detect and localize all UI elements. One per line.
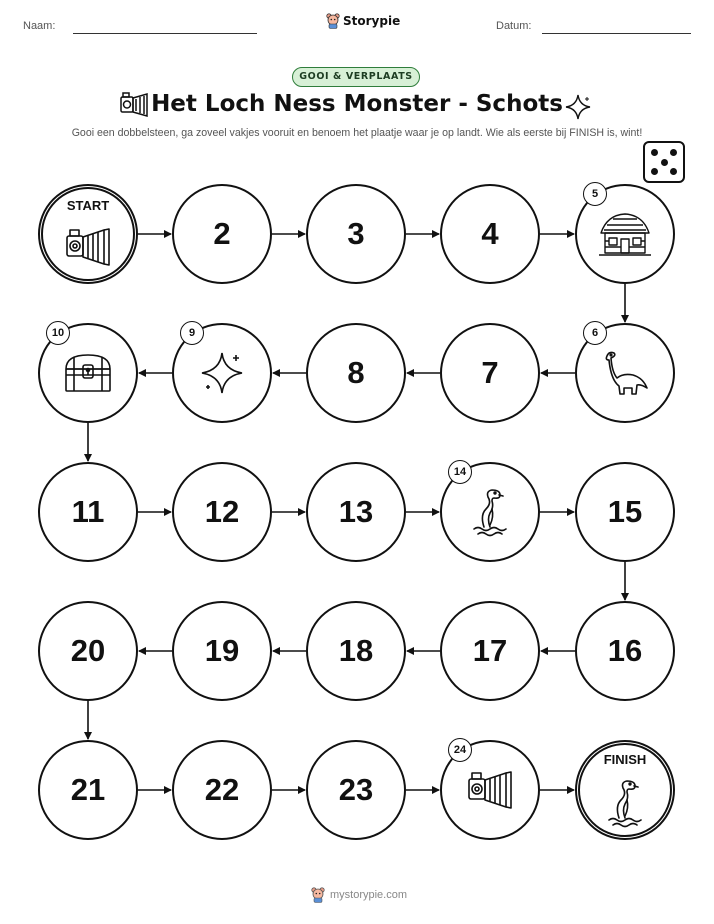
start-space[interactable] bbox=[38, 184, 138, 284]
page-title: Het Loch Ness Monster - Schots bbox=[151, 91, 563, 117]
space-number: 17 bbox=[472, 633, 508, 668]
footer bbox=[311, 887, 407, 903]
board-space-21[interactable] bbox=[38, 740, 138, 840]
sparkle-icon bbox=[198, 349, 246, 401]
treasure-chest-icon bbox=[62, 351, 114, 399]
board-space-13[interactable] bbox=[306, 462, 406, 562]
board-space-2[interactable] bbox=[172, 184, 272, 284]
board-space-18[interactable] bbox=[306, 601, 406, 701]
board-space-19[interactable] bbox=[172, 601, 272, 701]
board-space-4[interactable] bbox=[440, 184, 540, 284]
board-space-15[interactable] bbox=[575, 462, 675, 562]
space-number: 23 bbox=[338, 772, 374, 807]
space-number-badge: 5 bbox=[583, 182, 607, 206]
space-number: 11 bbox=[71, 494, 105, 529]
space-label: START bbox=[66, 198, 110, 213]
board-space-17[interactable] bbox=[440, 601, 540, 701]
finish-space[interactable] bbox=[575, 740, 675, 840]
space-number: 22 bbox=[204, 772, 240, 807]
space-number: 13 bbox=[338, 494, 374, 529]
board-space-11[interactable] bbox=[38, 462, 138, 562]
space-number: 20 bbox=[70, 633, 106, 668]
board-space-7[interactable] bbox=[440, 323, 540, 423]
space-number: 4 bbox=[481, 216, 499, 251]
cottage-icon bbox=[597, 211, 653, 261]
board-space-22[interactable] bbox=[172, 740, 272, 840]
space-number-badge: 24 bbox=[448, 738, 472, 762]
space-number-badge: 10 bbox=[46, 321, 70, 345]
space-number-badge: 9 bbox=[180, 321, 204, 345]
space-number: 19 bbox=[204, 633, 240, 668]
space-number: 12 bbox=[204, 494, 240, 529]
sea-serpent-icon bbox=[470, 487, 510, 541]
board-space-8[interactable] bbox=[306, 323, 406, 423]
dinosaur-icon bbox=[599, 348, 651, 402]
board-space-20[interactable] bbox=[38, 601, 138, 701]
space-number: 2 bbox=[213, 216, 231, 251]
space-number: 8 bbox=[347, 355, 365, 390]
board-space-23[interactable] bbox=[306, 740, 406, 840]
space-number: 16 bbox=[607, 633, 643, 668]
bear-mascot-icon bbox=[311, 887, 325, 903]
board-space-3[interactable] bbox=[306, 184, 406, 284]
space-number-badge: 14 bbox=[448, 460, 472, 484]
board-space-16[interactable] bbox=[575, 601, 675, 701]
category-badge: GOOI & VERPLAATS bbox=[292, 67, 420, 87]
space-number-badge: 6 bbox=[583, 321, 607, 345]
brand-name: Storypie bbox=[343, 14, 401, 28]
camera-icon bbox=[64, 226, 112, 272]
space-number: 18 bbox=[338, 633, 374, 668]
board-space-12[interactable] bbox=[172, 462, 272, 562]
name-label: Naam: bbox=[23, 20, 56, 32]
footer-url: mystorypie.com bbox=[330, 889, 408, 901]
space-number: 21 bbox=[70, 772, 106, 807]
space-label: FINISH bbox=[603, 752, 647, 767]
space-number: 7 bbox=[481, 355, 499, 390]
space-number: 3 bbox=[347, 216, 365, 251]
camera-icon bbox=[466, 769, 514, 815]
space-number: 15 bbox=[607, 494, 643, 529]
sea-serpent-icon bbox=[605, 778, 645, 832]
instructions: Gooi een dobbelsteen, ga zoveel vakjes vooruit en benoem het plaatje waar je op landt. Wie als eerste bij FINISH is, wint! bbox=[71, 127, 643, 139]
date-label: Datum: bbox=[496, 20, 532, 32]
